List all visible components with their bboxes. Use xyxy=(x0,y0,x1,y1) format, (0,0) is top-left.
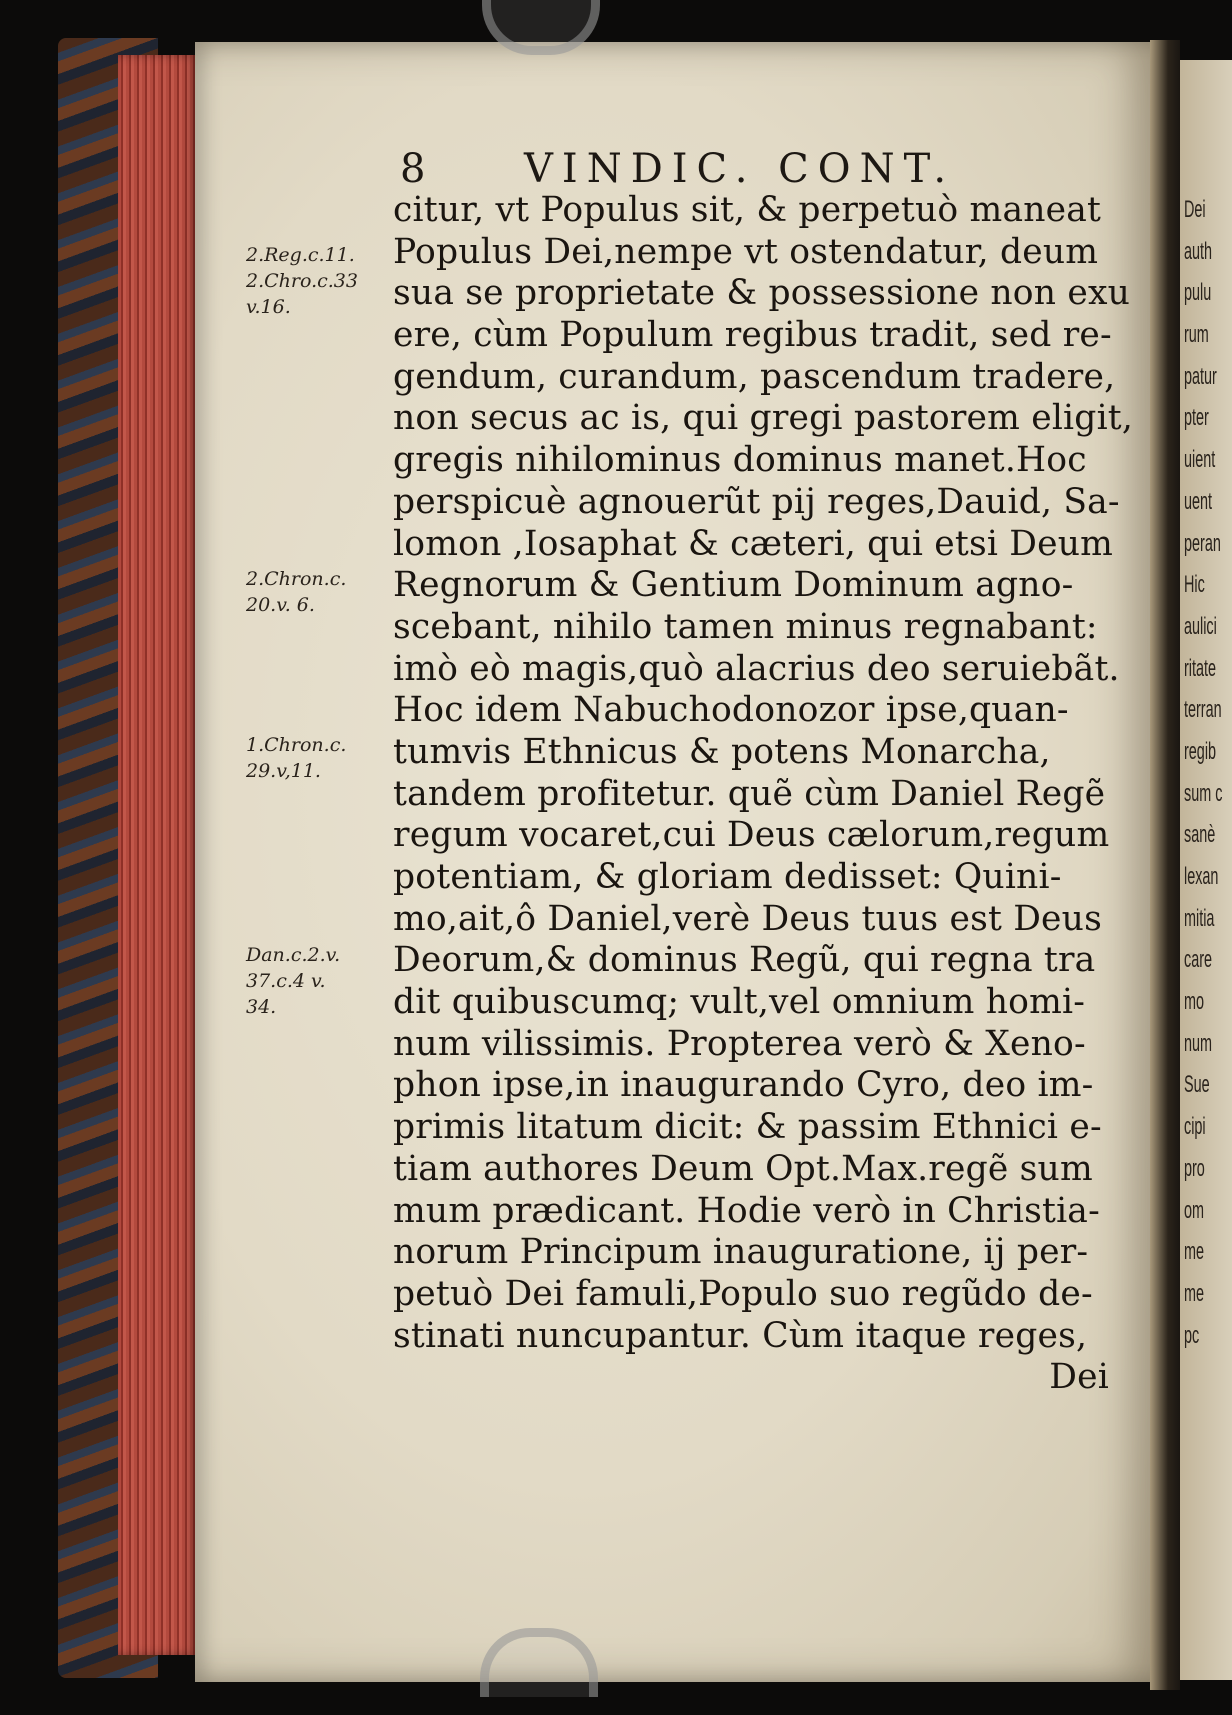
text-line: mo,ait,ô Daniel,verè Deus tuus est Deus xyxy=(393,898,1103,939)
facing-fragment: lexan xyxy=(1184,863,1219,890)
facing-fragment: peran xyxy=(1184,529,1221,557)
margin-note-line: 29.v,11. xyxy=(246,760,321,782)
running-head xyxy=(400,146,1020,196)
text-line: Regnorum & Gentium Dominum agno- xyxy=(393,565,1074,606)
text-line: ere, cùm Populum regibus tradit, sed re- xyxy=(393,315,1112,356)
facing-fragment: pro xyxy=(1184,1154,1205,1182)
facing-fragment: om xyxy=(1184,1196,1205,1224)
text-line: potentiam, & gloriam dedisset: Quini- xyxy=(393,857,1062,897)
page-number: 8 xyxy=(400,146,426,192)
red-page-edges xyxy=(118,55,198,1655)
facing-fragment: sanè xyxy=(1184,821,1216,849)
facing-fragment: pulu xyxy=(1184,279,1212,307)
text-line: mum prædicant. Hodie verò in Christia- xyxy=(393,1190,1100,1231)
facing-fragment: cipi xyxy=(1184,1113,1206,1141)
margin-note xyxy=(246,942,340,1020)
facing-fragment: pc xyxy=(1184,1321,1200,1349)
margin-note xyxy=(246,566,346,618)
text-line: primis litatum dicit: & passim Ethnici e- xyxy=(393,1107,1102,1148)
facing-page-text xyxy=(1184,196,1224,1363)
facing-fragment: Hic xyxy=(1184,571,1205,599)
facing-fragment: uient xyxy=(1184,446,1216,474)
facing-fragment: aulici xyxy=(1184,612,1217,640)
body-text xyxy=(393,190,1134,1399)
text-line: Deorum,& dominus Regũ, qui regna tra xyxy=(393,940,1096,981)
text-line: norum Principum inauguratione, ij per- xyxy=(393,1232,1089,1273)
text-line: perspicuè agnouerũt pij reges,Dauid, Sa- xyxy=(393,481,1120,522)
facing-fragment: care xyxy=(1184,946,1213,974)
text-line: num vilissimis. Propterea verò & Xeno- xyxy=(393,1023,1086,1064)
facing-fragment: ritate xyxy=(1184,654,1217,682)
facing-fragment: terran xyxy=(1184,696,1222,724)
facing-fragment: mitia xyxy=(1184,904,1215,932)
facing-fragment: rum xyxy=(1184,321,1209,349)
margin-note-line: v.16. xyxy=(246,296,291,318)
facing-fragment: sum c xyxy=(1184,779,1223,807)
text-line: non secus ac is, qui gregi pastorem eligit, xyxy=(393,398,1134,439)
text-line: gregis nihilominus dominus manet.Hoc xyxy=(393,440,1087,481)
margin-note-line: 34. xyxy=(246,996,277,1018)
margin-note-line: 1.Chron.c. xyxy=(246,734,347,756)
text-line: scebant, nihilo tamen minus regnabant: xyxy=(393,606,1098,647)
margin-note-line: 2.Chron.c. xyxy=(246,568,347,590)
text-line: petuò Dei famuli,Populo suo regũdo de- xyxy=(393,1273,1093,1314)
text-line: Populus Dei,nempe vt ostendatur, deum xyxy=(393,231,1099,272)
margin-note-line: 20.v. 6. xyxy=(246,594,315,616)
text-line: dit quibuscumq; vult,vel omnium homi- xyxy=(393,982,1086,1023)
text-line: sua se proprietate & possessione non exu xyxy=(393,273,1131,314)
facing-fragment: auth xyxy=(1184,237,1213,265)
margin-note-line: 2.Reg.c.11. xyxy=(246,244,355,266)
text-line: tiam authores Deum Opt.Max.regẽ sum xyxy=(393,1148,1093,1189)
facing-fragment: pter xyxy=(1184,404,1209,432)
margin-note-line: Dan.c.2.v. xyxy=(246,944,341,966)
text-line: citur, vt Populus sit, & perpetuò maneat xyxy=(393,190,1102,230)
running-head-title: VINDIC. CONT. xyxy=(524,146,956,192)
text-line: tumvis Ethnicus & potens Monarcha, xyxy=(393,731,1051,772)
facing-fragment: Dei xyxy=(1184,196,1206,223)
facing-fragment: regib xyxy=(1184,737,1217,765)
facing-fragment: me xyxy=(1184,1279,1205,1307)
margin-note-line: 2.Chro.c.33 xyxy=(246,270,358,292)
facing-fragment: Sue xyxy=(1184,1071,1210,1099)
text-line: gendum, curandum, pascendum tradere, xyxy=(393,356,1116,397)
text-line: Hoc idem Nabuchodonozor ipse,quan- xyxy=(393,690,1069,731)
margin-note xyxy=(246,242,358,320)
margin-note xyxy=(246,732,346,784)
facing-fragment: uent xyxy=(1184,487,1213,515)
text-line: imò eò magis,quò alacrius deo seruiebãt. xyxy=(393,648,1120,689)
page-gutter xyxy=(1150,40,1180,1690)
facing-fragment: num xyxy=(1184,1029,1213,1057)
facing-fragment: me xyxy=(1184,1238,1205,1266)
text-line: tandem profitetur. quẽ cùm Daniel Regẽ xyxy=(393,773,1106,814)
text-line: phon ipse,in inaugurando Cyro, deo im- xyxy=(393,1065,1094,1106)
facing-fragment: patur xyxy=(1184,362,1217,390)
catchword: Dei xyxy=(1049,1357,1109,1398)
text-line: lomon ,Iosaphat & cæteri, qui etsi Deum xyxy=(393,523,1114,564)
facing-fragment: mo xyxy=(1184,988,1205,1016)
text-line: stinati nuncupantur. Cùm itaque reges, xyxy=(393,1315,1088,1356)
text-line: regum vocaret,cui Deus cælorum,regum xyxy=(393,815,1110,856)
margin-note-line: 37.c.4 v. xyxy=(246,970,326,992)
